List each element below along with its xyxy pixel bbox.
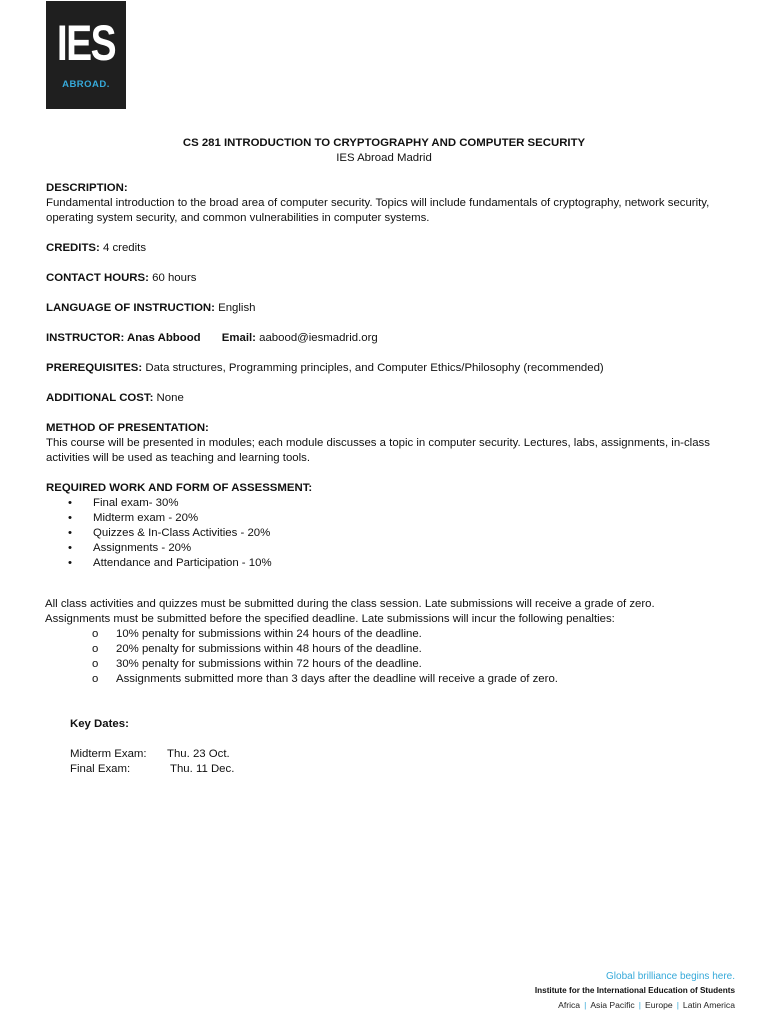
contact-hours-value: 60 hours: [152, 272, 197, 284]
midterm-date: Thu. 23 Oct.: [167, 748, 230, 760]
final-row: [70, 762, 370, 777]
circle-bullet-icon: o: [92, 673, 99, 685]
circle-bullet-icon: o: [92, 643, 99, 655]
footer-regions: [535, 998, 735, 1012]
key-dates: [70, 717, 370, 777]
list-item: • Assignments - 20%: [68, 542, 192, 554]
separator: |: [638, 1000, 641, 1010]
page-footer: [535, 970, 735, 1012]
separator: |: [676, 1000, 679, 1010]
additional-cost-line: [46, 391, 716, 406]
credits-value: 4 credits: [102, 242, 147, 254]
contact-hours-label: CONTACT HOURS:: [46, 272, 149, 284]
penalty-list: [45, 627, 725, 687]
additional-cost-value: None: [156, 392, 184, 404]
language-label: LANGUAGE OF INSTRUCTION:: [46, 302, 215, 314]
footer-tagline: Global brilliance begins here.: [606, 971, 735, 982]
credits-label: CREDITS:: [46, 242, 100, 254]
bullet-icon: •: [68, 512, 72, 524]
bullet-icon: •: [68, 527, 72, 539]
bullet-icon: •: [68, 542, 72, 554]
syllabus-body: [46, 181, 716, 571]
ies-abroad-logo: [46, 1, 126, 109]
instructor-label: INSTRUCTOR: Anas Abbood: [46, 332, 201, 344]
language-value: English: [218, 302, 256, 314]
credits-line: [46, 241, 716, 256]
bullet-icon: •: [68, 557, 72, 569]
footer-institute: Institute for the International Education of Students: [534, 986, 735, 995]
logo-main-text: IES: [56, 15, 116, 71]
list-item: • Midterm exam - 20%: [68, 512, 199, 524]
list-item: o Assignments submitted more than 3 days after the deadline will receive a grade of zero.: [92, 673, 558, 685]
instructor-line: [46, 331, 716, 346]
prerequisites-label: PREREQUISITES:: [46, 362, 143, 374]
late-policy: [45, 597, 725, 687]
description-label: DESCRIPTION:: [46, 182, 128, 194]
region-latin-america: Latin America: [682, 1000, 735, 1010]
list-item: • Quizzes & In-Class Activities - 20%: [68, 527, 271, 539]
circle-bullet-icon: o: [92, 658, 99, 670]
list-item: o 30% penalty for submissions within 72 hours of the deadline.: [92, 658, 422, 670]
midterm-row: [70, 747, 370, 762]
email-label: Email:: [221, 332, 256, 344]
region-africa: Africa: [558, 1000, 581, 1010]
key-dates-label: Key Dates:: [70, 718, 129, 730]
assessment-label: REQUIRED WORK AND FORM OF ASSESSMENT:: [46, 482, 313, 494]
additional-cost-label: ADDITIONAL COST:: [46, 392, 154, 404]
contact-hours-line: [46, 271, 716, 286]
course-location: IES Abroad Madrid: [336, 152, 432, 164]
policy-line-2: Assignments must be submitted before the specified deadline. Late submissions will incur the following penalties:: [45, 613, 615, 625]
separator: |: [584, 1000, 587, 1010]
language-line: [46, 301, 716, 316]
method-label: METHOD OF PRESENTATION:: [46, 422, 209, 434]
method-text: This course will be presented in modules; each module discusses a topic in computer security. Lectures, labs, assignments, in-class activities will be used as teaching and learning tools.: [46, 437, 710, 464]
assessment-list: [46, 496, 716, 571]
midterm-label: Midterm Exam:: [70, 748, 147, 760]
final-date: Thu. 11 Dec.: [170, 763, 235, 775]
region-europe: Europe: [644, 1000, 673, 1010]
policy-line-1: All class activities and quizzes must be submitted during the class session. Late submissions will receive a grade of zero.: [45, 598, 655, 610]
prerequisites-value: Data structures, Programming principles, and Computer Ethics/Philosophy (recommended): [145, 362, 604, 374]
prerequisites-line: [46, 361, 716, 376]
email-link[interactable]: aabood@iesmadrid.org: [259, 332, 378, 344]
list-item: o 10% penalty for submissions within 24 hours of the deadline.: [92, 628, 422, 640]
region-asia-pacific: Asia Pacific: [590, 1000, 635, 1010]
list-item: o 20% penalty for submissions within 48 hours of the deadline.: [92, 643, 422, 655]
list-item: • Attendance and Participation - 10%: [68, 557, 272, 569]
circle-bullet-icon: o: [92, 628, 99, 640]
document-header: [0, 136, 768, 166]
bullet-icon: •: [68, 497, 72, 509]
list-item: • Final exam- 30%: [68, 497, 179, 509]
course-title: CS 281 INTRODUCTION TO CRYPTOGRAPHY AND COMPUTER SECURITY: [182, 137, 586, 149]
description-text: Fundamental introduction to the broad area of computer security. Topics will include fundamentals of cryptography, network security, operating system security, and common vulnerabilities in computer systems.: [46, 197, 710, 224]
logo-sub-text: ABROAD.: [62, 79, 110, 90]
final-label: Final Exam:: [70, 763, 131, 775]
